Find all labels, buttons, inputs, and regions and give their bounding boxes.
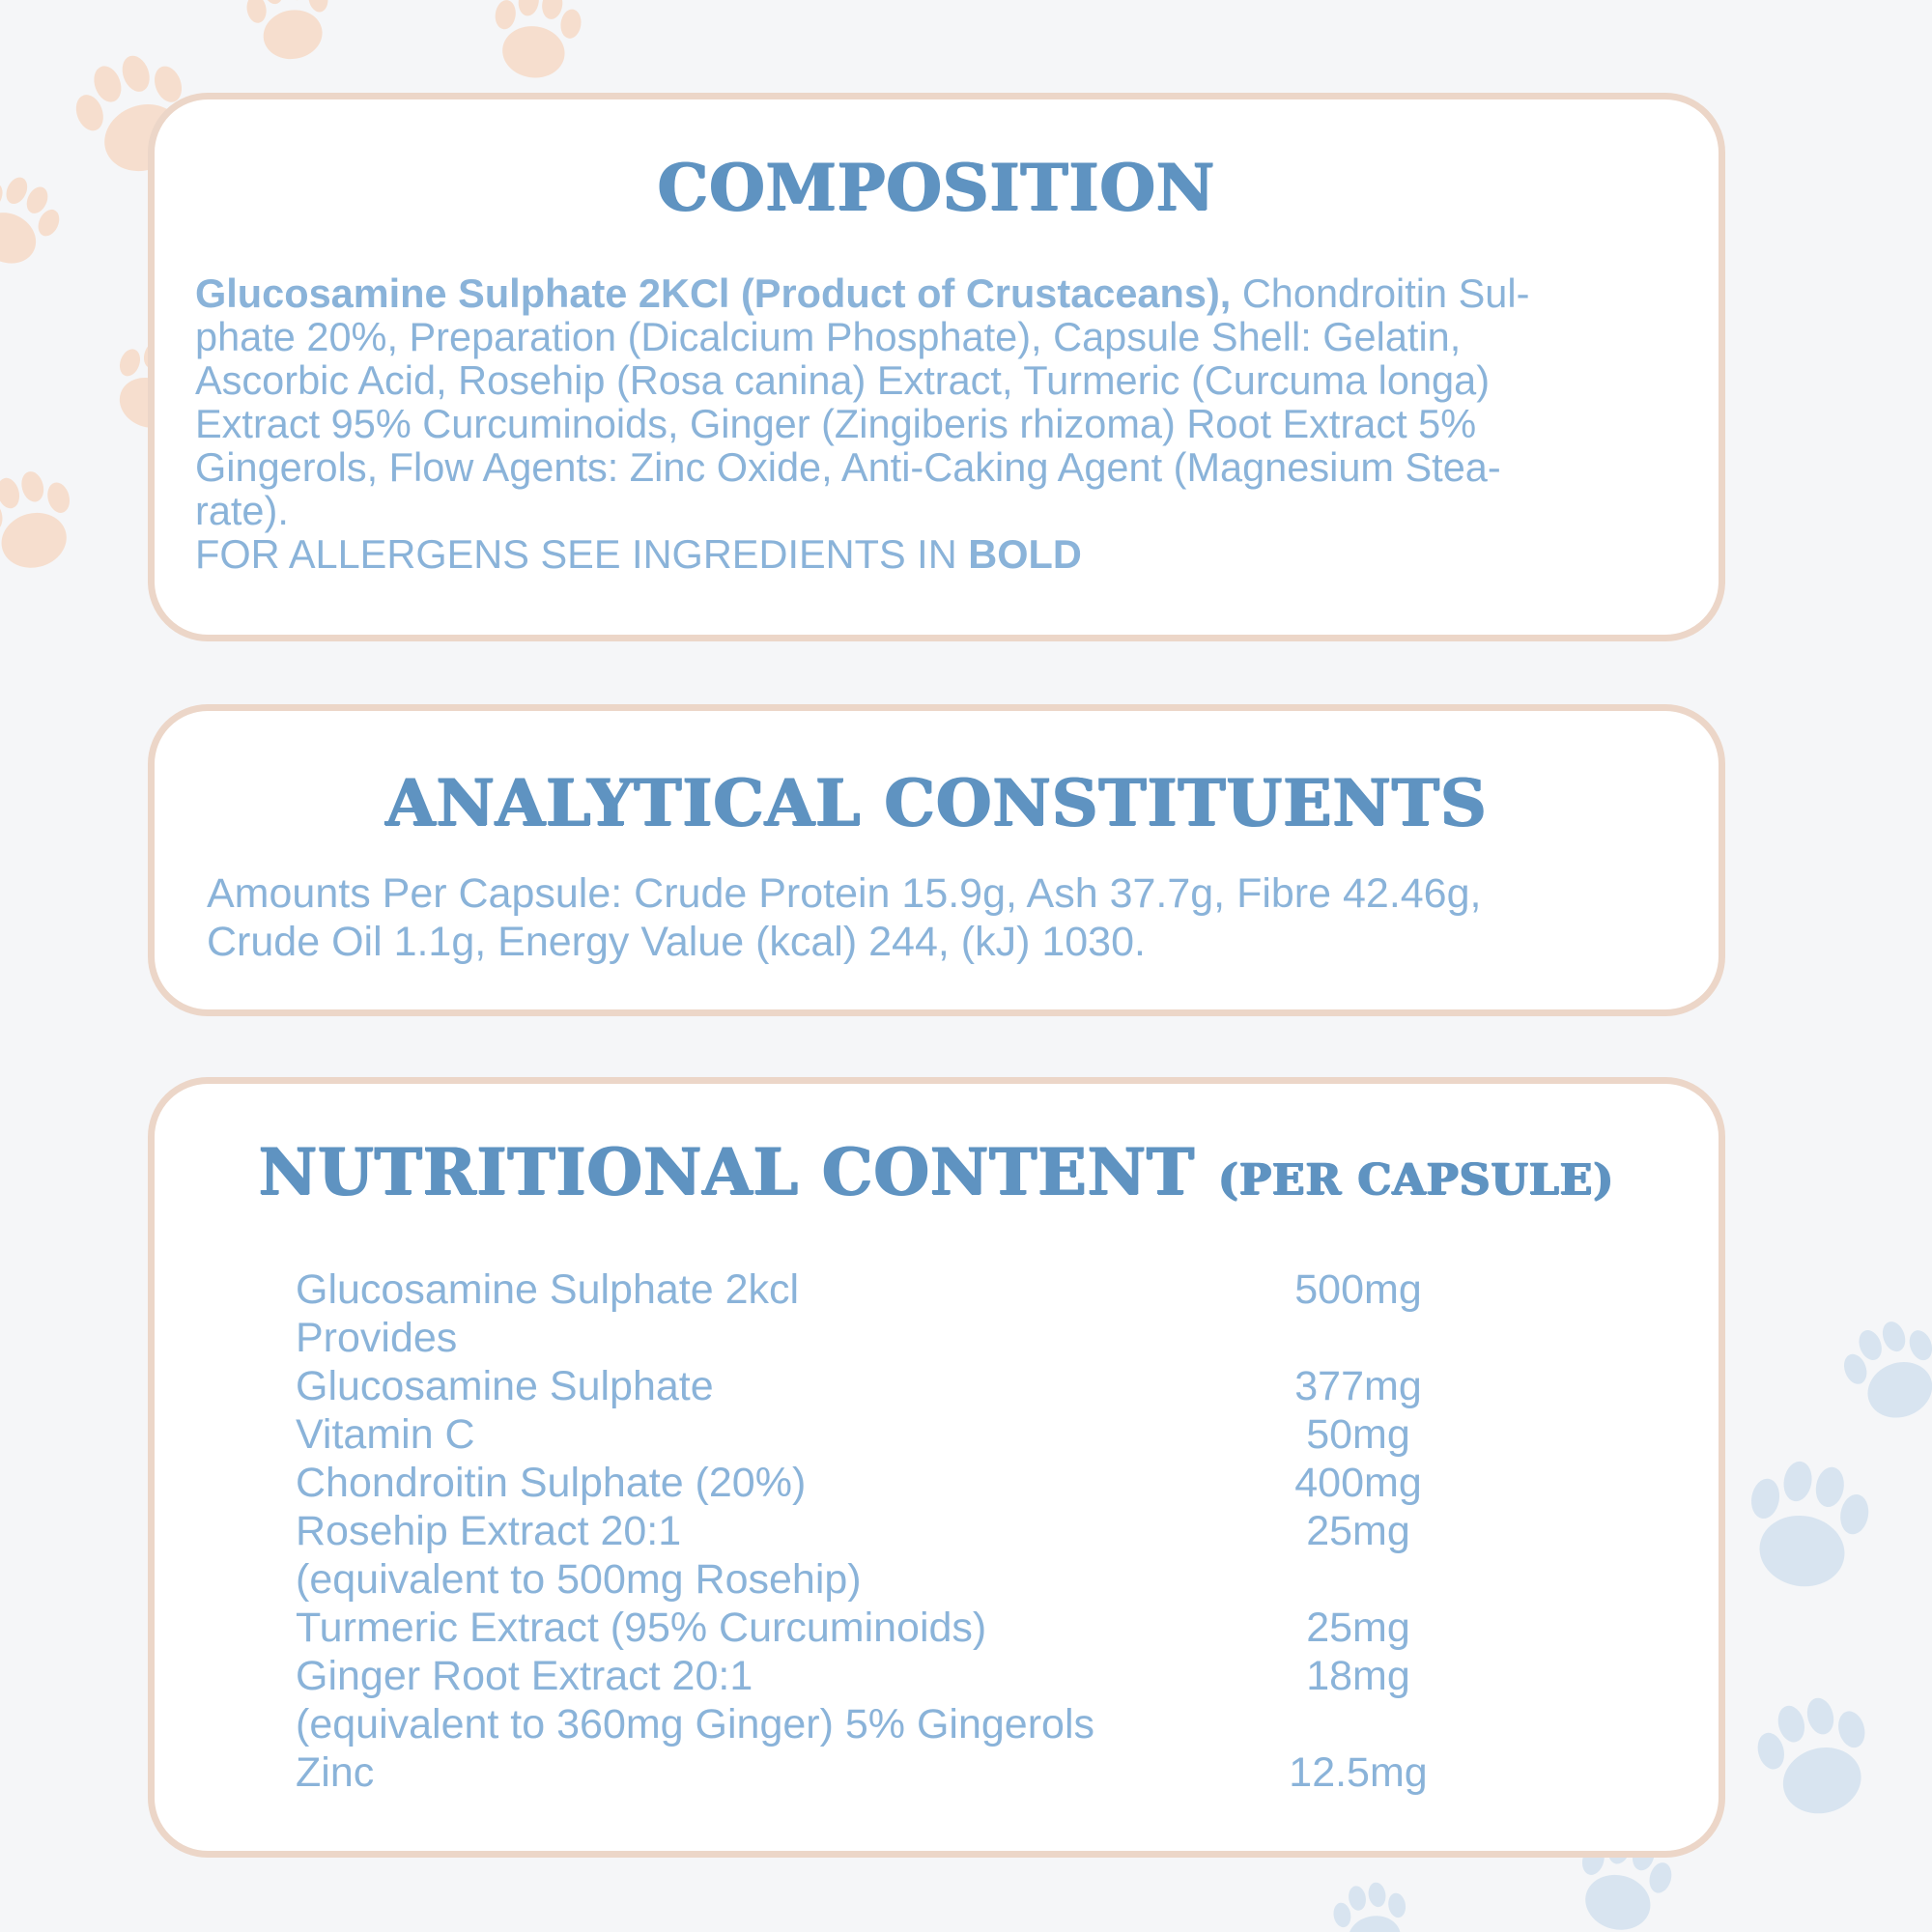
analytical-text [207, 869, 1680, 966]
nutrition-row [296, 1604, 1455, 1652]
allergen-ingredient: Glucosamine Sulphate 2KCl (Product of Crustaceans), [195, 270, 1232, 316]
nutrient-amount: 25mg [1306, 1508, 1410, 1554]
analytical-constituents-card [148, 704, 1725, 1016]
paw-print-icon [487, 0, 584, 83]
nutrient-name: Glucosamine Sulphate [296, 1363, 714, 1409]
nutritional-subtitle: (PER CAPSULE) [1218, 1155, 1615, 1205]
nutritional-title: NUTRITIONAL CONTENT [258, 1134, 1196, 1209]
nutrient-name: (equivalent to 500mg Rosehip) [296, 1556, 862, 1603]
composition-line: Gingerols, Flow Agents: Zinc Oxide, Anti-Caking Agent (Magnesium Stea- [195, 444, 1501, 490]
allergen-note-text: FOR ALLERGENS SEE INGREDIENTS IN [195, 531, 969, 577]
composition-line: rate). [195, 488, 289, 533]
paw-print-icon [1748, 1688, 1883, 1826]
nutrient-amount: 400mg [1294, 1460, 1422, 1506]
composition-line-rest: Chondroitin Sul- [1231, 270, 1530, 316]
nutrition-row [296, 1410, 1455, 1459]
nutritional-content-card [148, 1077, 1725, 1858]
analytical-title: ANALYTICAL CONSTITUENTS [385, 765, 1488, 840]
allergen-note [195, 532, 1670, 576]
nutrition-row [296, 1700, 1455, 1748]
nutrition-row [296, 1362, 1455, 1410]
nutrient-name: Rosehip Extract 20:1 [296, 1508, 682, 1554]
nutrient-amount [1262, 1555, 1455, 1604]
composition-card [148, 93, 1725, 641]
composition-title: COMPOSITION [657, 150, 1216, 225]
nutrient-amount: 500mg [1294, 1266, 1422, 1313]
allergen-note-bold: BOLD [968, 531, 1082, 577]
composition-line [195, 271, 1670, 315]
paw-print-icon [0, 464, 85, 579]
nutrition-row [296, 1555, 1455, 1604]
composition-text [195, 271, 1670, 576]
composition-line: Extract 95% Curcuminoids, Ginger (Zingiberis rhizoma) Root Extract 5% [195, 401, 1477, 446]
paw-print-icon [1834, 1311, 1932, 1431]
paw-print-icon [0, 165, 70, 277]
nutrition-row [296, 1459, 1455, 1507]
nutrient-amount: 377mg [1294, 1363, 1422, 1409]
nutrient-name: Glucosamine Sulphate 2kcl [296, 1266, 800, 1313]
nutrient-name: Ginger Root Extract 20:1 [296, 1653, 753, 1699]
nutritional-heading [155, 1134, 1719, 1209]
nutrient-amount: 25mg [1306, 1605, 1410, 1651]
nutrient-amount: 50mg [1306, 1411, 1410, 1458]
nutrition-row [296, 1507, 1455, 1555]
nutrient-name: Chondroitin Sulphate (20%) [296, 1460, 807, 1506]
nutrient-name: Provides [296, 1315, 458, 1361]
paw-print-icon [1738, 1454, 1875, 1596]
composition-line: Ascorbic Acid, Rosehip (Rosa canina) Extract, Turmeric (Curcuma longa) [195, 357, 1491, 403]
nutrition-table [296, 1265, 1455, 1797]
analytical-line: Amounts Per Capsule: Crude Protein 15.9g, Ash 37.7g, Fibre 42.46g, [207, 870, 1482, 917]
nutrition-row [296, 1265, 1455, 1314]
nutrient-name: Zinc [296, 1749, 375, 1796]
nutrient-amount: 12.5mg [1289, 1749, 1428, 1796]
paw-print-icon [1329, 1878, 1414, 1932]
nutrient-amount [1262, 1700, 1455, 1748]
nutrient-amount [1262, 1314, 1455, 1362]
nutrition-row [296, 1748, 1455, 1797]
analytical-line: Crude Oil 1.1g, Energy Value (kcal) 244, (kJ) 1030. [207, 919, 1146, 965]
nutrient-name: Vitamin C [296, 1411, 475, 1458]
composition-line: phate 20%, Preparation (Dicalcium Phosphate), Capsule Shell: Gelatin, [195, 314, 1462, 359]
nutrition-row [296, 1652, 1455, 1700]
nutrient-name: (equivalent to 360mg Ginger) 5% Gingerols [296, 1701, 1094, 1747]
paw-print-icon [242, 0, 338, 66]
nutrient-name: Turmeric Extract (95% Curcuminoids) [296, 1605, 987, 1651]
nutrient-amount: 18mg [1306, 1653, 1410, 1699]
nutrition-row [296, 1314, 1455, 1362]
